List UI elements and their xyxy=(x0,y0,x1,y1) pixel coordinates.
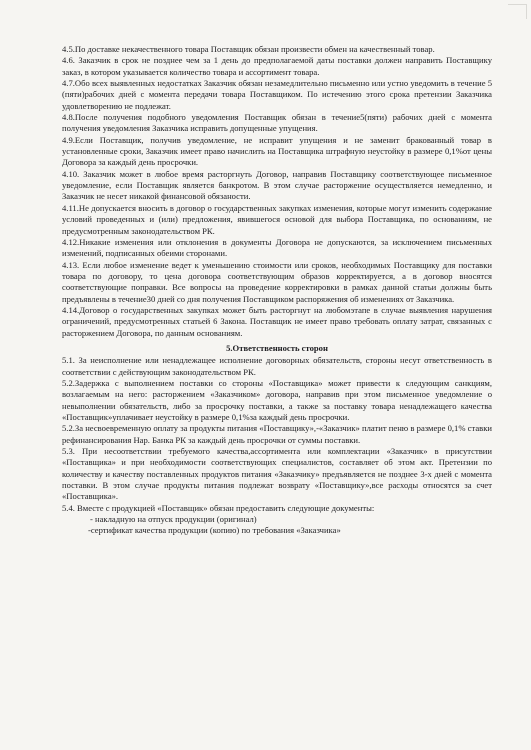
document-list-item: -сертификат качества продукции (копию) по требования «Заказчика» xyxy=(88,525,341,536)
clause-4-13: 4.13. Если любое изменение ведет к уменьшению стоимости или сроков, необходимых Поставщику для поставки товара по договору, то цена договора соответствующим образов корректируется, а в договор вносятся соответствующие поправки. Все вопросы на проведение корректировки в рамках данной статьи должны быть предъявлены в течение30 дней со дня получения Поставщиком распоряжения об изменениях от Заказчика. xyxy=(62,259,492,304)
clause-5-1: 5.1. За неисполнение или ненадлежащее исполнение договорных обязательств, стороны несут ответственность в соответствии с действующим законодательством РК. xyxy=(62,355,492,377)
clause-4-7: 4.7.Обо всех выявленных недостатках Заказчик обязан незамедлительно письменно или устно уведомить в течение 5 (пяти)рабочих дней с момента передачи товара Поставщиком. По истечению этого срока претензии Заказчика удовлетворению не подлежат. xyxy=(62,78,492,111)
clause-4-8: 4.8.После получения подобного уведомления Поставщик обязан в течение5(пяти) рабочих дней с момента получения уведомления Заказчика исправить допущенные упущения. xyxy=(62,112,492,134)
clause-4-6: 4.6. Заказчик в срок не позднее чем за 1 день до предполагаемой даты поставки должен направить Поставщику заказ, в котором указывается количество товара и ассортимент товара. xyxy=(62,55,492,77)
clause-4-14: 4.14.Договор о государственных закупках может быть расторгнут на любомэтапе в случае выявления нарушения ограничений, предусмотренных статьей 6 Закона. Поставщик не имеет право требовать оплату затрат, связанных с расторжением Договора, по данным основаниям. xyxy=(62,304,492,338)
clause-5-2: 5.2.Задержка с выполнением поставки со стороны «Поставщика» может привести к следующим санкциям, возлагаемым на него: расторжением «Заказчиком» договора, направив при этом письменное уведомление о невыполнении обязательств, либо за просрочку поставки, а также за поставку товара ненадлежащего качества «Поставщик»уплачивает неустойку в размере 0,1%за каждый день просрочки. xyxy=(62,377,492,422)
clause-5-4: 5.4. Вместе с продукцией «Поставщик» обязан предоставить следующие документы: xyxy=(62,502,375,513)
clause-4-5: 4.5.По доставке некачественного товара Поставщик обязан произвести обмен на качественный товар. xyxy=(62,44,435,54)
clause-4-12: 4.12.Никакие изменения или отклонения в документы Договора не допускаются, за исключением письменных изменений, подписанных обеими сторонами. xyxy=(62,236,492,259)
page-corner-mark xyxy=(508,4,527,19)
clause-5-2b: 5.2.За несвоевременную оплату за продукты питания «Поставщику»,-«Заказчик» платит пеню в размере 0,1% ставки рефинансирования Нар. Банка РК за каждый день просрочки от суммы поставки. xyxy=(62,423,492,445)
document-list-item: - накладную на отпуск продукции (оригинал) xyxy=(90,514,257,525)
clause-5-3: 5.3. При несоответствии требуемого качества,ассортимента или комплектации «Заказчик» в присутствии «Поставщика» и при необходимости соответствующих специалистов, составляет об этом акт. Претензии по количеству и качеству поставленных продуктов питания «Заказчику» предъявляется не позднее 3-х дней с момента поставки. В этом случае продукты питания подлежат возврату «Поставщику»,все расходы относятся за счет «Поставщика». xyxy=(62,446,492,502)
clause-4-11: 4.11.Не допускается вносить в договор о государственных закупках изменения, которые могут изменить содержание условий проведенных и (или) предложения, явившегося основой для выбора Поставщика, по основаниям, не предусмотренным законодательством РК. xyxy=(62,202,492,236)
clause-4-10: 4.10. Заказчик может в любое время расторгнуть Договор, направив Поставщику соответствующее письменное уведомление, если Поставщик является банкротом. В этом случае расторжение осуществляется немедленно, и Заказчик не несет никакой финансовой обязаности. xyxy=(62,168,492,202)
section-title: 5.Ответственность сторон xyxy=(226,342,328,353)
document-body xyxy=(62,44,492,537)
clause-4-9: 4.9.Если Поставщик, получив уведомление, не исправит упущения и не заменит бракованный товар в установленные сроки, Заказчик имеет право начислить на Поставщика штрафную неустойку в размере 0,1%от цены Договора за каждый день просрочки. xyxy=(62,134,492,168)
